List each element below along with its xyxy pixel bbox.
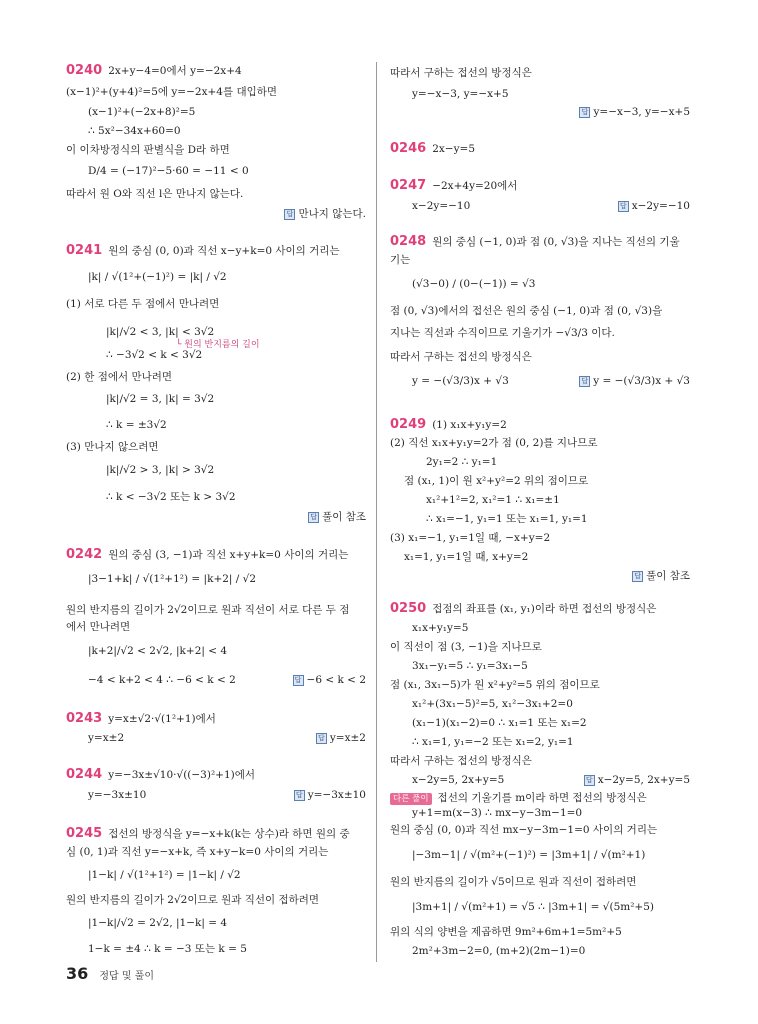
other-solution-text: 접선의 기울기를 m이라 하면 접선의 방정식은 (437, 792, 647, 804)
solution-line (66, 603, 349, 617)
line-text: |k|/√2 = 3, |k| = 3√2 (106, 393, 215, 405)
line-text: |−3m−1| / √(m²+(−1)²) = |3m+1| / √(m²+1) (412, 849, 646, 861)
solution-line (88, 124, 181, 138)
solution-line (390, 326, 615, 340)
line-text: 이 직선이 점 (3, −1)을 지나므로 (390, 641, 542, 653)
solution-line (412, 374, 509, 388)
solution-line (412, 735, 574, 749)
line-text: y=x±2 (88, 732, 125, 744)
line-text: 따라서 구하는 접선의 방정식은 (390, 351, 532, 363)
line-text: −2x+4y=20에서 (432, 180, 518, 192)
answer-text: x−2y=5, 2x+y=5 (597, 774, 690, 786)
solution-line (88, 105, 195, 119)
solution-line (106, 418, 167, 432)
line-text: y = −(√3/3)x + √3 (412, 375, 509, 387)
answer-line (618, 199, 690, 213)
line-text: (1) 서로 다른 두 점에서 만나려면 (66, 298, 220, 310)
answer-icon: 답 (308, 512, 319, 523)
line-text: y=−x−3, y=−x+5 (412, 88, 509, 100)
solution-line (88, 644, 227, 658)
line-text: x₁²+(3x₁−5)²=5, x₁²−3x₁+2=0 (412, 698, 573, 710)
solution-line (106, 463, 214, 477)
solution-line (426, 493, 560, 507)
line-text: |1−k| / √(1²+1²) = |1−k| / √2 (88, 869, 241, 881)
line-text: ∴ x₁=−1, y₁=1 또는 x₁=1, y₁=1 (426, 513, 588, 525)
solution-line (390, 531, 550, 545)
line-text: ∴ x₁=1, y₁=−2 또는 x₁=2, y₁=1 (412, 736, 574, 748)
solution-line (412, 900, 654, 914)
line-text: 점 (x₁, 1)이 원 x²+y²=2 위의 점이므로 (404, 475, 589, 487)
answer-text: 풀이 참조 (646, 570, 690, 582)
solution-line (412, 773, 504, 787)
line-text: 3x₁−y₁=5 ∴ y₁=3x₁−5 (412, 660, 528, 672)
line-text: 2y₁=2 ∴ y₁=1 (426, 456, 498, 468)
solution-line (66, 143, 230, 157)
answer-text: 풀이 참조 (322, 511, 366, 523)
line-text: y=x±√2·√(1²+1)에서 (108, 713, 216, 725)
line-text: |3m+1| / √(m²+1) = √5 ∴ |3m+1| = √(5m²+5) (412, 901, 655, 913)
solution-line (66, 85, 277, 99)
solution-line (66, 370, 172, 384)
line-text: 1−k = ±4 ∴ k = −3 또는 k = 5 (88, 943, 247, 955)
other-solution (390, 791, 647, 806)
solution-line (88, 788, 146, 802)
solution-line (412, 944, 585, 958)
problem-header (66, 768, 255, 782)
line-text: 에서 만나려면 (66, 621, 131, 633)
line-text: y=−3x±√10·√((−3)²+1)에서 (108, 769, 256, 781)
line-text: |3−1+k| / √(1²+1²) = |k+2| / √2 (88, 573, 257, 585)
solution-line (390, 304, 662, 318)
solution-line (106, 490, 236, 504)
line-text: 심 (0, 1)과 직선 y=−x+k, 즉 x+y−k=0 사이의 거리는 (66, 846, 329, 858)
problem-number: 0245 (66, 826, 103, 841)
other-solution-tag: 다른 풀이 (390, 793, 432, 805)
answer-text: y=x±2 (329, 732, 366, 744)
solution-line (88, 673, 236, 687)
solution-line (66, 845, 328, 859)
solution-line (390, 436, 597, 450)
solution-line (66, 187, 243, 201)
solution-line (390, 823, 657, 837)
solution-line (412, 277, 535, 291)
line-text: ∴ 5x²−34x+60=0 (88, 125, 181, 137)
line-text: 2x+y−4=0에서 y=−2x+4 (108, 65, 242, 77)
line-text: 2x−y=5 (432, 143, 475, 155)
answer-icon: 답 (579, 107, 590, 118)
line-text: (x₁−1)(x₁−2)=0 ∴ x₁=1 또는 x₁=2 (412, 717, 587, 729)
problem-number: 0247 (390, 178, 427, 193)
answer-icon: 답 (316, 733, 327, 744)
problem-number: 0246 (390, 141, 427, 156)
line-text: (x−1)²+(−2x+8)²=5 (88, 106, 196, 118)
answer-text: −6 < k < 2 (306, 674, 366, 686)
solution-line (404, 550, 528, 564)
problem-header (66, 244, 340, 258)
solution-line (88, 942, 247, 956)
line-text: 기는 (390, 254, 411, 266)
solution-line (88, 270, 227, 284)
solution-line (390, 253, 410, 267)
line-text: 원의 반지름의 길이가 √5이므로 원과 직선이 접하려면 (390, 876, 637, 888)
line-text: x₁x+y₁y=5 (412, 622, 469, 634)
other-solution-line: y+1=m(x−3) ∴ mx−y−3m−1=0 (412, 807, 583, 819)
problem-number: 0244 (66, 767, 103, 782)
line-text: 원의 중심 (−1, 0)과 점 (0, √3)을 지나는 직선의 기울 (432, 236, 680, 248)
solution-line (412, 848, 645, 862)
answer-icon: 답 (294, 790, 305, 801)
line-text: 따라서 구하는 접선의 방정식은 (390, 67, 532, 79)
page-number: 36 (66, 964, 89, 983)
solution-line (412, 621, 468, 635)
problem-header (66, 712, 216, 726)
solution-line (426, 455, 497, 469)
page-footer (66, 964, 154, 983)
problem-number: 0240 (66, 63, 103, 78)
line-text: 이 이차방정식의 판별식을 D라 하면 (66, 144, 230, 156)
line-text: 따라서 구하는 접선의 방정식은 (390, 755, 532, 767)
line-text: |k|/√2 > 3, |k| > 3√2 (106, 464, 215, 476)
solution-line (66, 893, 319, 907)
solution-line (390, 678, 600, 692)
problem-number: 0243 (66, 711, 103, 726)
answer-line (294, 788, 366, 802)
footer-label: 정답 및 풀이 (99, 971, 155, 982)
answer-icon: 답 (618, 201, 629, 212)
problem-number: 0249 (390, 417, 427, 432)
answer-icon: 답 (632, 571, 643, 582)
line-text: (2) 직선 x₁x+y₁y=2가 점 (0, 2)를 지나므로 (390, 437, 598, 449)
line-text: 접선의 방정식을 y=−x+k(k는 상수)라 하면 원의 중 (108, 828, 350, 840)
line-text: |k+2|/√2 < 2√2, |k+2| < 4 (88, 645, 228, 657)
answer-line (316, 731, 366, 745)
solution-line (390, 66, 532, 80)
line-text: |1−k|/√2 = 2√2, |1−k| = 4 (88, 917, 228, 929)
answer-line (579, 374, 690, 388)
solution-line (412, 199, 470, 213)
problem-header (66, 548, 348, 562)
problem-number: 0250 (390, 601, 427, 616)
answer-line (284, 207, 366, 221)
problem-header (390, 418, 507, 432)
line-text: D/4 = (−17)²−5·60 = −11 < 0 (88, 165, 249, 177)
line-text: |k| / √(1²+(−1)²) = |k| / √2 (88, 271, 227, 283)
column-divider (376, 62, 377, 962)
line-text: (1) x₁x+y₁y=2 (432, 419, 507, 431)
line-text: x−2y=−10 (412, 200, 471, 212)
solution-line (88, 164, 249, 178)
line-text: x−2y=5, 2x+y=5 (412, 774, 505, 786)
line-text: ∴ k < −3√2 또는 k > 3√2 (106, 491, 236, 503)
line-text: (√3−0) / (0−(−1)) = √3 (412, 278, 536, 290)
line-text: −4 < k+2 < 4 ∴ −6 < k < 2 (88, 674, 236, 686)
line-text: (3) 만나지 않으려면 (66, 441, 159, 453)
problem-header (390, 602, 656, 616)
problem-header (66, 827, 350, 841)
answer-icon: 답 (579, 376, 590, 387)
solution-line (426, 512, 588, 526)
line-text: ∴ −3√2 < k < 3√2 (106, 349, 203, 361)
solution-line (88, 868, 241, 882)
problem-number: 0241 (66, 243, 103, 258)
solution-line (88, 731, 124, 745)
answer-text: x−2y=−10 (631, 200, 690, 212)
answer-line (308, 510, 366, 524)
solution-line (412, 697, 573, 711)
line-text: (3) x₁=−1, y₁=1일 때, −x+y=2 (390, 532, 551, 544)
line-text: 점 (x₁, 3x₁−5)가 원 x²+y²=5 위의 점이므로 (390, 679, 600, 691)
solution-line (412, 659, 528, 673)
line-text: |k|/√2 < 3, |k| < 3√2 (106, 326, 215, 338)
line-text: 원의 반지름의 길이가 2√2이므로 원과 직선이 서로 다른 두 점 (66, 604, 350, 616)
answer-text: y=−3x±10 (307, 789, 366, 801)
problem-header (390, 142, 475, 156)
line-text: x₁=1, y₁=1일 때, x+y=2 (404, 551, 529, 563)
solution-line (412, 87, 509, 101)
line-text: 점 (0, √3)에서의 접선은 원의 중심 (−1, 0)과 점 (0, √3)을 (390, 305, 663, 317)
answer-icon: 답 (293, 675, 304, 686)
solution-line (106, 325, 214, 339)
solution-line (390, 640, 542, 654)
answer-text: y=−x−3, y=−x+5 (593, 106, 690, 118)
problem-header (390, 235, 680, 249)
solution-line (390, 350, 532, 364)
line-text: 위의 식의 양변을 제곱하면 9m²+6m+1=5m²+5 (390, 926, 622, 938)
radius-note: └ 원의 반지름의 길이 (176, 340, 260, 350)
line-text: 원의 중심 (3, −1)과 직선 x+y+k=0 사이의 거리는 (108, 549, 349, 561)
problem-number: 0248 (390, 234, 427, 249)
solution-line (390, 925, 622, 939)
problem-header (390, 179, 517, 193)
solution-line (412, 716, 587, 730)
problem-number: 0242 (66, 547, 103, 562)
line-text: 2m²+3m−2=0, (m+2)(2m−1)=0 (412, 945, 586, 957)
answer-icon: 답 (284, 209, 295, 220)
line-text: y=−3x±10 (88, 789, 147, 801)
solution-line (106, 392, 214, 406)
line-text: 지나는 직선과 수직이므로 기울기가 −√3/3 이다. (390, 327, 615, 339)
solution-line (66, 620, 130, 634)
solution-line (88, 916, 227, 930)
line-text: (2) 한 점에서 만나려면 (66, 371, 173, 383)
line-text: ∴ k = ±3√2 (106, 419, 167, 431)
solution-line (88, 572, 256, 586)
solution-line (66, 297, 219, 311)
solution-line (404, 474, 588, 488)
line-text: 따라서 원 O와 직선 l은 만나지 않는다. (66, 188, 244, 200)
answer-line (293, 673, 366, 687)
solution-line (390, 875, 636, 889)
answer-text: 만나지 않는다. (298, 208, 366, 220)
line-text: 원의 반지름의 길이가 2√2이므로 원과 직선이 접하려면 (66, 894, 320, 906)
answer-line (579, 105, 690, 119)
line-text: x₁²+1²=2, x₁²=1 ∴ x₁=±1 (426, 494, 560, 506)
line-text: 원의 중심 (0, 0)과 직선 mx−y−3m−1=0 사이의 거리는 (390, 824, 658, 836)
answer-icon: 답 (584, 775, 595, 786)
line-text: 접점의 좌표를 (x₁, y₁)이라 하면 접선의 방정식은 (432, 603, 657, 615)
answer-text: y = −(√3/3)x + √3 (593, 375, 690, 387)
line-text: 원의 중심 (0, 0)과 직선 x−y+k=0 사이의 거리는 (108, 245, 340, 257)
answer-line (632, 569, 690, 583)
problem-header (66, 64, 242, 78)
solution-line (66, 440, 159, 454)
solution-line (390, 754, 532, 768)
line-text: (x−1)²+(y+4)²=5에 y=−2x+4를 대입하면 (66, 86, 278, 98)
answer-line (584, 773, 690, 787)
